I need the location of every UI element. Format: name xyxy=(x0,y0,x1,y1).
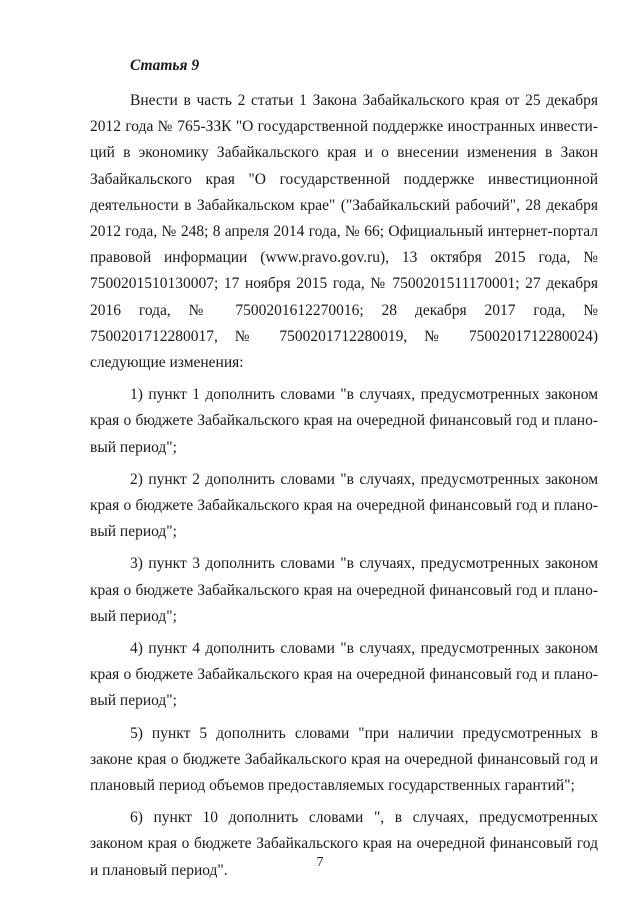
document-page xyxy=(90,56,598,890)
list-item: 3) пункт 3 дополнить словами "в случаях, предусмотренных законом края о бюджете Забайкальского края на очередной финансовый год и плановый период"; xyxy=(90,555,598,625)
list-item: 1) пункт 1 дополнить словами "в случаях, предусмотренных законом края о бюджете Забайкальского края на очередной финансовый год и плановый период"; xyxy=(90,386,598,456)
intro-paragraph: Внести в часть 2 статьи 1 Закона Забайкальского края от 25 декабря 2012 года № 765-ЗЗК "О государственной поддержке иностранных инвестиций в экономику Забайкальского края и о внесении изменения в Закон Забайкальского края "О государственной поддержке инвестиционной деятельности в Забайкальском крае" ("Забайкальский рабочий", 28 декабря 2012 года, № 248; 8 апреля 2014 года, № 66; Официальный интернет-портал правовой информации (www.pravo.gov.ru), 13 октября 2015 года, № 7500201510130007; 17 ноября 2015 года, № 7500201511170001; 27 декабря 2016 года, № 7500201612270016; 28 декабря 2017 года, № 7500201712280017, № 7500201712280019, № 7500201712280024) следующие изменения: xyxy=(90,92,598,372)
list-item: 4) пункт 4 дополнить словами "в случаях, предусмотренных законом края о бюджете Забайкальского края на очередной финансовый год и плановый период"; xyxy=(90,640,598,710)
list-item: 5) пункт 5 дополнить словами "при наличии предусмотренных в законе края о бюджете Забайкальского края на очередной финансовый год и плановый период объемов предоставляемых государственных гарантий"; xyxy=(90,724,598,795)
article-heading: Статья 9 xyxy=(130,57,200,74)
list-item: 6) пункт 10 дополнить словами ", в случаях, предусмотренных законом края о бюджете Забайкальского края на очередной финансовый год и плановый период". xyxy=(90,809,598,879)
list-item: 2) пункт 2 дополнить словами "в случаях, предусмотренных законом края о бюджете Забайкальского края на очередной финансовый год и плановый период"; xyxy=(90,470,598,541)
page-number: 7 xyxy=(316,855,324,870)
